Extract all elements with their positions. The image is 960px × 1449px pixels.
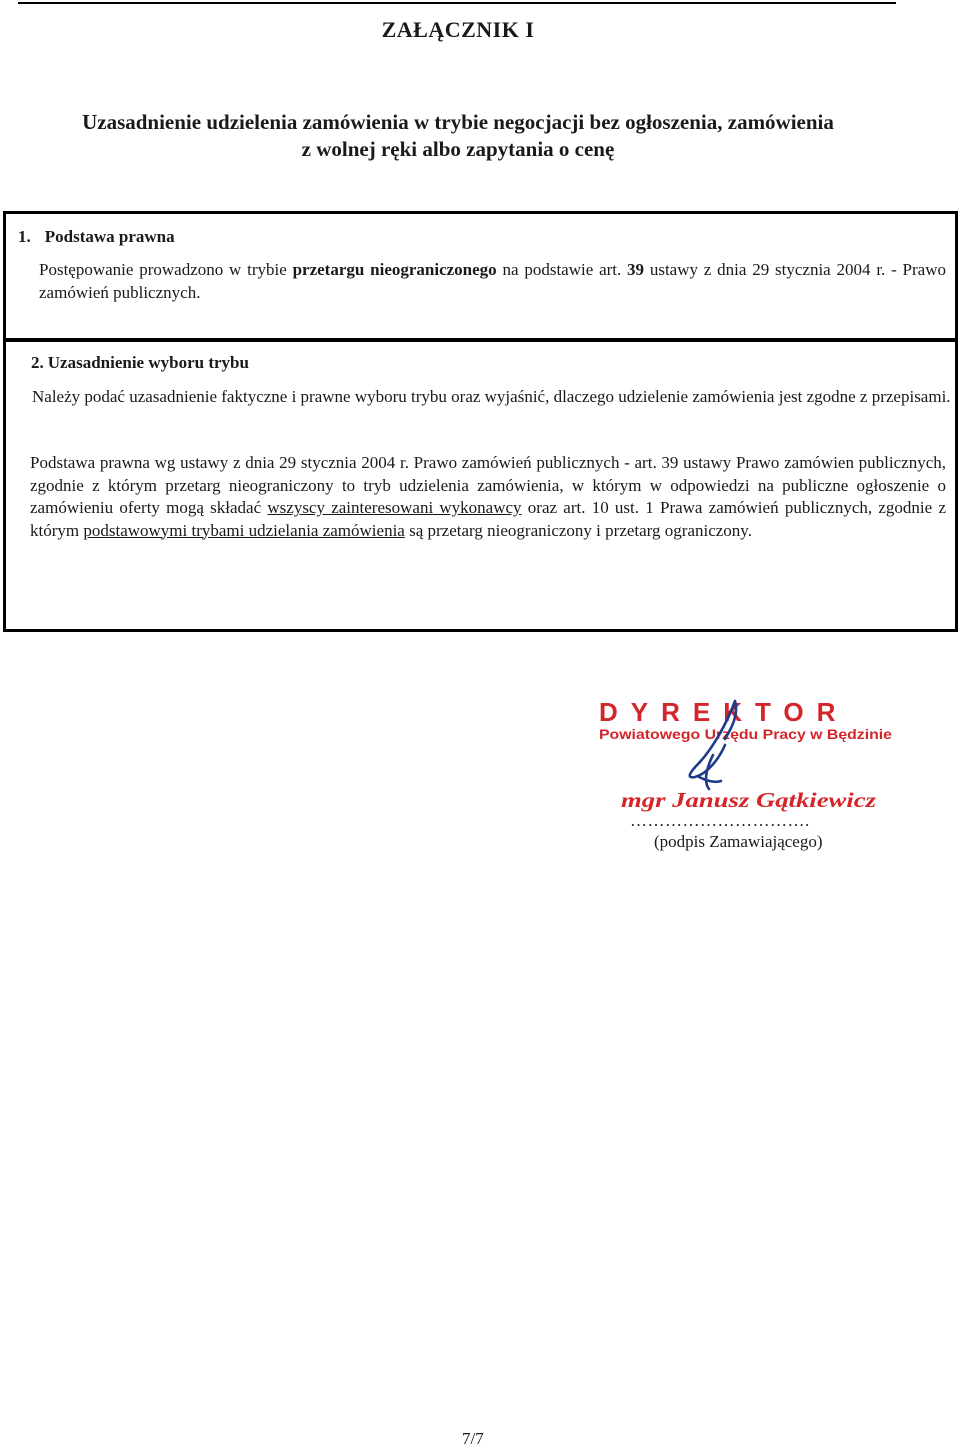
section-2-number: 2. xyxy=(31,353,44,372)
section-2-body-part-1: Podstawa prawna wg ustawy z dnia 29 stycznia 2004 r. Prawo zamówień publicznych - art. 39 ustawy Prawo zamówien publicznych, zgodnie z którym przetarg nieograniczony to tryb udzielenia zamówienia, w którym w odpowiedzi na publiczne ogłoszenie o zamówieniu oferty mogą składać xyxy=(30,453,946,517)
section-1-procedure-name: przetargu nieograniczonego xyxy=(292,260,497,279)
director-stamp-signature xyxy=(595,693,900,815)
top-rule xyxy=(18,2,896,4)
annex-title: ZAŁĄCZNIK I xyxy=(381,17,535,42)
section-2-heading xyxy=(31,353,249,373)
section-1-text xyxy=(39,259,946,304)
section-1-heading xyxy=(18,227,175,247)
stamp-name: mgr Janusz Gątkiewicz xyxy=(621,788,878,812)
signature-line: …………………………. xyxy=(630,811,810,830)
section-1-article-number: 39 xyxy=(627,260,645,279)
document-title-line-2: z wolnej ręki albo zapytania o cenę xyxy=(301,137,615,161)
section-2-title: Uzasadnienie wyboru trybu xyxy=(47,353,249,372)
section-2-body-part-3: są przetarg nieograniczony i przetarg ograniczony. xyxy=(404,520,752,540)
section-2-body xyxy=(30,452,946,542)
page-number: 7/7 xyxy=(462,1429,484,1448)
section-2-instruction: Należy podać uzasadnienie faktyczne i prawne wyboru trybu oraz wyjaśnić, dlaczego udzielenie zamówienia jest zgodne z przepisami. xyxy=(32,387,951,406)
stamp-title: DYREKTOR xyxy=(599,697,849,727)
section-1-text-middle: na podstawie art. xyxy=(496,260,628,279)
section-2-underlined-phrase-2: podstawowymi trybami udzielania zamówienia xyxy=(83,520,405,540)
section-1-number: 1. xyxy=(18,227,31,246)
document-title xyxy=(0,109,916,163)
section-2-body-part-2: oraz art. 10 ust. 1 Prawa zamówień publicznych, zgodnie z którym xyxy=(30,498,946,540)
signature-caption: (podpis Zamawiającego) xyxy=(654,832,823,851)
section-1-text-suffix: ustawy z dnia 29 stycznia 2004 r. - Prawo zamówień publicznych. xyxy=(39,260,946,302)
document-title-line-1: Uzasadnienie udzielenia zamówienia w trybie negocjacji bez ogłoszenia, zamówienia xyxy=(82,110,834,134)
section-2-underlined-phrase-1: wszyscy zainteresowani wykonawcy xyxy=(267,498,522,517)
section-1-text-prefix: Postępowanie prowadzono w trybie xyxy=(39,260,293,279)
section-1-title: Podstawa prawna xyxy=(44,227,175,246)
stamp-office: Powiatowego Urzędu Pracy w Będzinie xyxy=(599,726,893,742)
